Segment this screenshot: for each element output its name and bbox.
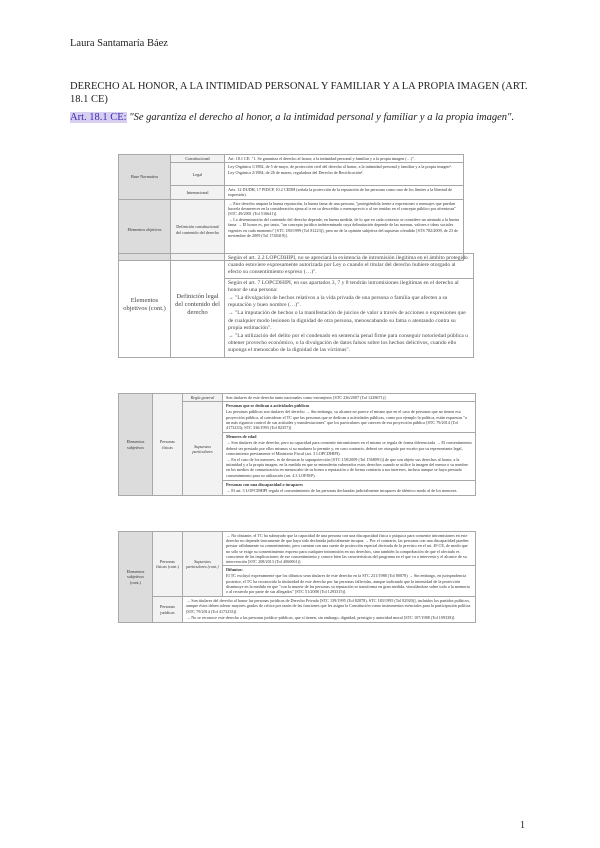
article-reference: Art. 18.1 CE: — [70, 112, 127, 123]
internacional-label: Internacional — [171, 186, 225, 199]
difuntos-heading: Difuntos: — [226, 567, 243, 573]
legal-def-text-3: → "La divulgación de hechos relativos a la vida privada de una persona o familia que afecten a su reputación y buen nombre (…)". — [228, 295, 448, 309]
table-base-normativa — [118, 154, 464, 261]
menores-text-1: → Son titulares de este derecho, pero su capacidad para consentir intromisiones en el mismo se regula de forma diferenciada → El consentimiento deberá ser prestado por ellos mismos si su madurez lo permite y, en caso contrario, deberá ser otorgado por escrito por su representante legal, conocimiento previamente el Ministerio Fiscal (art. 3 LOPCDHIPI). — [226, 440, 472, 456]
constitucional-text: Art. 18.1 CE: "1. Se garantiza el derecho al honor, a la intimidad personal y familiar y a la propia imagen (…)". — [225, 155, 464, 163]
definicion-legal-label: Definición legal del contenido del derecho — [171, 254, 225, 358]
elementos-subjetivos-cont-label: Elementos subjetivos (cont.) — [119, 532, 153, 623]
difuntos-text: El TC excluyó expresamente que los difuntos sean titulares de este derecho en la STC 231/1988 (Tol 80078) → Sin embargo, en jurisprudencia posterior, el TC ha reconocido la titularidad de este derecho por las personas fallecidas, aunque indicando que la intensidad de la protección disminuye en la medida en que "con la muerte de las personas su reputación se transforma en gran medida, vinculándose sobre todo a la memoria o al recuerdo por parte de sus allegados" [STC 51/2008 (Tol 1293315)]. — [226, 573, 470, 595]
personas-fisicas-cont-label: Personas físicas (cont.) — [153, 532, 183, 597]
discapacidad-cont-text: → No obstante, el TC ha subrayado que la capacidad de una persona con una discapacidad física o psíquica para consentir intromisiones en este derecho no depende únicamente de que haya sido declarada judicialmente incapaz → Por el contrario, las personas con una discapacidad pueden prestar válidamente su consentimiento, pero cuentan con una suerte de protección especial derivada de lo previsto en el art. 49 CE, de modo que no sólo se exige su consentimiento expreso para cualquier intromisión en sus derechos, sino también la comprobación de que el afectado es consciente de las implicaciones de ese consentimiento y conoce bien las características del programa en el que va a intervenir y el alcance de su intervención [STC 208/2013 (Tol 4060061)]. — [223, 532, 476, 566]
legal-def-text-4: → "La imputación de hechos o la manifestación de juicios de valor a través de acciones o expresiones que de cualquier modo lesionen la dignidad de otra persona, menoscabando su fama o atentando contra su propia estimación". — [228, 310, 466, 331]
elementos-objetivos-cont-label: Elementos objetivos (cont.) — [119, 254, 171, 358]
constitucional-label: Constitucional — [171, 155, 225, 163]
author-name: Laura Santamaría Báez — [70, 38, 168, 49]
personas-publicas-cell — [223, 402, 476, 433]
menores-cell — [223, 433, 476, 481]
personas-publicas-text: Las personas públicas son titulares del derecho → Sin embargo, su alcance no parece el mismo que en el caso de personas que no tienen esa proyección pública, al considerar el TC que las personas que se dedican a actividades públicas, como por ejemplo la política, están expuestas "a un más riguroso control de sus actitudes y manifestaciones" que los particulares que carecen de esa proyección pública [STC 79/2014 (Tol 4173233); STC 336/1993 (Tol 82357)]. — [226, 409, 467, 431]
menores-heading: Menores de edad — [226, 434, 257, 440]
supuestos-particulares-cont-label: Supuestos particulares (cont.) — [183, 532, 223, 597]
discapacidad-cell — [223, 480, 476, 495]
personas-fisicas-label: Personas físicas — [153, 394, 183, 496]
personas-publicas-heading: Personas que se dedican a actividades públicas — [226, 403, 310, 409]
discapacidad-text: → El art. 3 LOPCDHIPI regula el consentimiento de las personas declaradas judicialmente incapaces de idéntico modo al de los menores. — [226, 488, 458, 494]
document-title: DERECHO AL HONOR, A LA INTIMIDAD PERSONAL Y FAMILIAR Y A LA PROPIA IMAGEN (ART. 18.1 CE) — [70, 81, 528, 105]
regla-general-label: Regla general — [183, 394, 223, 402]
personas-juridicas-cell — [183, 597, 476, 623]
article-quote: "Se garantiza el derecho al honor, a la intimidad personal y familiar y a la propia imagen". — [129, 112, 515, 123]
def-text-1: → Este derecho ampara la buena reputación, la buena fama de una persona, "protegiéndola frente a expresiones o mensajes que puedan hacerla desmerecer en la consideración ajena al ir en su descrédito o menosprecio o al ser tenidas en el concepto público por afrentosas" [STC 49/2001 (Tol 516641)]. — [228, 200, 456, 217]
legal-text-1: Ley Orgánica 1/1982, de 5 de mayo, de protección civil del derecho al honor, a la intimidad personal y familiar y a la propia imagen¹. — [228, 164, 452, 170]
legal-label: Legal — [171, 163, 225, 186]
legal-text-2: Ley Orgánica 2/1984, de 26 de marzo, reguladora del Derecho de Rectificación². — [228, 170, 364, 176]
internacional-text: Arts. 12 DUDH, 17 PIDCP, 10.2 CEDH (señala la protección de la reputación de las personas como uno de los límites a la libertad de expresión). — [225, 186, 464, 199]
page-number: 1 — [520, 820, 525, 831]
juridicas-text-2: → No se reconoce este derecho a las personas jurídico-públicas, que sí tienen, sin embargo, dignidad, prestigio y autoridad moral [STC 107/1988 (Tol 109338)]. — [186, 614, 456, 620]
definicion-constitucional-cell — [225, 199, 464, 260]
table-elementos-subjetivos — [118, 393, 476, 496]
personas-juridicas-label: Personas jurídicas — [153, 597, 183, 623]
legal-cell — [225, 163, 464, 186]
article-line — [70, 111, 540, 124]
base-normativa-label: Base Normativa — [119, 155, 171, 200]
legal-def-text-2: Según el art. 7 LOPCDHIPI, en sus apartados 3, 7 y 8 tendrán intromisiones ilegítimas en el derecho al honor de una persona: — [228, 279, 459, 293]
legal-def-text-5: → "La utilización del delito por el condenado en sentencia penal firme para conseguir notoriedad pública u obtener provecho económico, o la divulgación de datos falsos sobre los hechos delictivos, cuando ello suponga el menoscabo de la dignidad de las víctimas". — [228, 333, 468, 354]
table-elementos-subjetivos-cont — [118, 531, 476, 623]
table-elementos-objetivos-cont — [118, 253, 474, 358]
difuntos-cell — [223, 566, 476, 597]
regla-general-text: Son titulares de este derecho tanto nacionales como extranjeros [STC 236/2007 (Tol 1228671)]. — [223, 394, 476, 402]
juridicas-text-1: → Son titulares del derecho al honor las personas jurídicas de Derecho Privado [STC 139/1995 (Tol 82878), STC 183/1995 (Tol 82920)], incluidos los partidos políticos, aunque éstos deben tolerar mayores grados de crítica por razón de las funciones que les asigna la Constitución como instrumentos esenciales para la participación política [STC 79/2014 (Tol 4173233)]. — [186, 598, 471, 614]
menores-text-2: → En el caso de los menores, es de destacar la suprapotección [STC 158/2009 (Tol 1568091)] de que son objeto sus derechos al honor, a la intimidad y a la propia imagen, en la medida en que se entenderán vulnerados estos derechos cuando se utilice la imagen del menor o su nombre en los medios de comunicación en menoscabo de su honra o reputación o de forma contraria a sus intereses, incluso aunque se haya prestado consentimiento para su utilización (art. 4.3 LOPJM³). — [226, 457, 468, 478]
supuestos-particulares-label: Supuestos particulares — [183, 402, 223, 496]
definicion-legal-cell — [225, 278, 474, 357]
definicion-legal-text-1: Según el art. 2.2 LOPCDHIPI, no se apreciará la existencia de intromisión ilegítima en el ámbito protegido cuando estuviere expresamente autorizada por Ley o cuando el titular del derecho hubiere otorgado al efecto su consentimiento expreso (…)". — [225, 254, 474, 279]
definicion-constitucional-label: Definición constitucional del contenido del derecho — [171, 199, 225, 260]
discapacidad-heading: Personas con una discapacidad o incapaces — [226, 481, 303, 487]
elementos-objetivos-label: Elementos objetivos — [119, 199, 171, 260]
def-text-2: → La determinación del contenido del derecho depende, en buena medida, de lo que en cada contexto se considere un atentado a la buena fama → El honor es, por tanto, "un concepto jurídico indeterminado cuya delimitación depende de las normas, valores e ideas sociales vigentes en cada momento" [STC 180/1999 (Tol 81223)], pero no de la opinión subjetiva del supuesto ofendido [STS 782/2009, de 23 de noviembre de 2009 (Tol 1748419)]. — [228, 217, 460, 238]
elementos-subjetivos-label: Elementos subjetivos — [119, 394, 153, 496]
